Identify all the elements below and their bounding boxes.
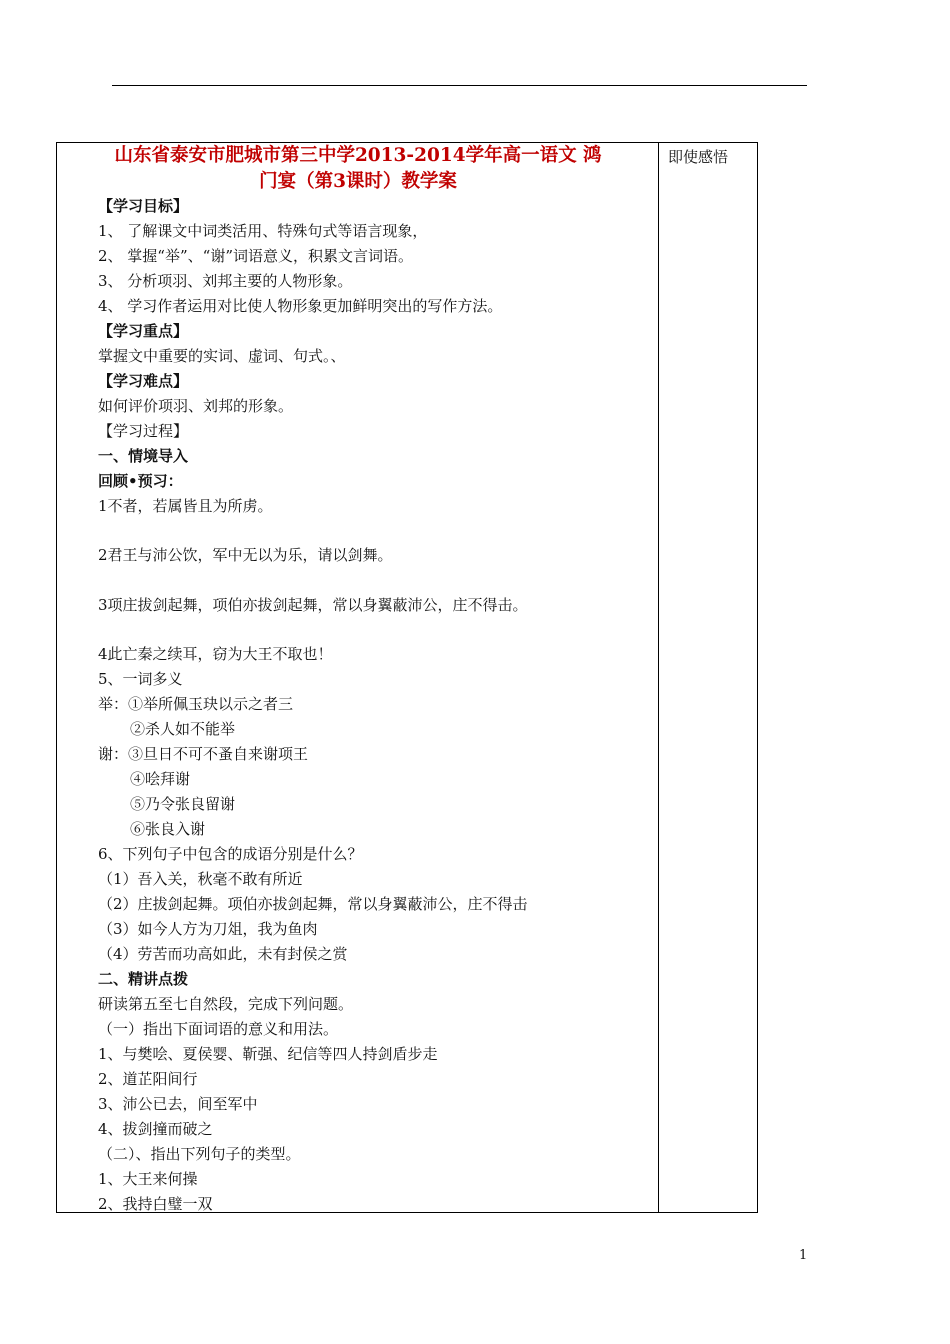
content-line: （二）、指出下列句子的类型。	[98, 1145, 301, 1164]
content-line: （2）庄拔剑起舞。项伯亦拔剑起舞，常以身翼蔽沛公，庄不得击	[98, 895, 528, 914]
column-divider	[658, 142, 659, 1213]
content-line: 5、一词多义	[98, 670, 183, 689]
section-heading: 【学习目标】	[98, 197, 189, 215]
blank-line	[98, 568, 653, 592]
content-line: （一）指出下面词语的意义和用法。	[98, 1020, 339, 1039]
content-line: 1、与樊哙、夏侯婴、靳强、纪信等四人持剑盾步走	[98, 1045, 438, 1064]
content-line: 研读第五至七自然段，完成下列问题。	[98, 995, 354, 1014]
content-line: 4、拔剑撞而破之	[98, 1120, 213, 1139]
content-line: 3、沛公已去，间至军中	[98, 1095, 258, 1114]
side-column-title: 即使感悟	[668, 148, 729, 166]
content-line: 4此亡秦之续耳，窃为大王不取也！	[98, 645, 333, 664]
content-line: （3）如今人方为刀俎，我为鱼肉	[98, 920, 318, 939]
content-line: 2君王与沛公饮，军中无以为乐，请以剑舞。	[98, 546, 393, 565]
content-line: 1、大王来何操	[98, 1170, 198, 1189]
content-line: 如何评价项羽、刘邦的形象。	[98, 397, 294, 415]
section-heading: 【学习重点】	[98, 322, 189, 340]
content-line: 掌握文中重要的实词、虚词、句式。、	[98, 347, 346, 365]
content-line: 4、 学习作者运用对比使人物形象更加鲜明突出的写作方法。	[98, 297, 503, 315]
content-line: 1、 了解课文中词类活用、特殊句式等语言现象，	[98, 222, 428, 240]
page-number: 1	[799, 1248, 808, 1263]
blank-line	[98, 618, 653, 642]
content-line: （4）劳苦而功高如此，未有封侯之赏	[98, 945, 348, 964]
content-line: 1不者，若属皆且为所虏。	[98, 497, 273, 515]
blank-line	[98, 519, 653, 543]
content-line: ⑥张良入谢	[130, 820, 206, 839]
title-line-2: 门宴（第3课时）教学案	[259, 171, 457, 192]
content-line: 【学习过程】	[98, 422, 189, 440]
document-title	[62, 143, 654, 195]
section-heading: 一、情境导入	[98, 447, 189, 465]
content-line: 2、道芷阳间行	[98, 1070, 198, 1089]
section-heading: 回顾•预习：	[98, 472, 183, 490]
section-heading: 【学习难点】	[98, 372, 189, 390]
content-line: 6、下列句子中包含的成语分别是什么？	[98, 845, 363, 864]
content-line: 2、我持白璧一双	[98, 1195, 213, 1214]
content-line: ⑤乃令张良留谢	[130, 795, 236, 814]
content-line: （1）吾入关，秋毫不敢有所近	[98, 870, 303, 889]
content-line: ②杀人如不能举	[130, 720, 236, 739]
title-line-1: 山东省泰安市肥城市第三中学2013-2014学年高一语文 鸿	[114, 145, 602, 166]
section-heading: 二、精讲点拨	[98, 970, 189, 989]
content-line: 谢：③旦日不可不蚤自来谢项王	[98, 745, 309, 764]
content-line: 3项庄拔剑起舞，项伯亦拔剑起舞，常以身翼蔽沛公，庄不得击。	[98, 595, 528, 614]
content-line: 3、 分析项羽、刘邦主要的人物形象。	[98, 272, 353, 290]
content-line: ④哙拜谢	[130, 770, 191, 789]
header-rule	[112, 85, 807, 86]
lesson-content	[98, 194, 653, 1217]
content-line: 举：①举所佩玉玦以示之者三	[98, 695, 294, 714]
content-line: 2、 掌握“举”、“谢”词语意义，积累文言词语。	[98, 247, 413, 265]
